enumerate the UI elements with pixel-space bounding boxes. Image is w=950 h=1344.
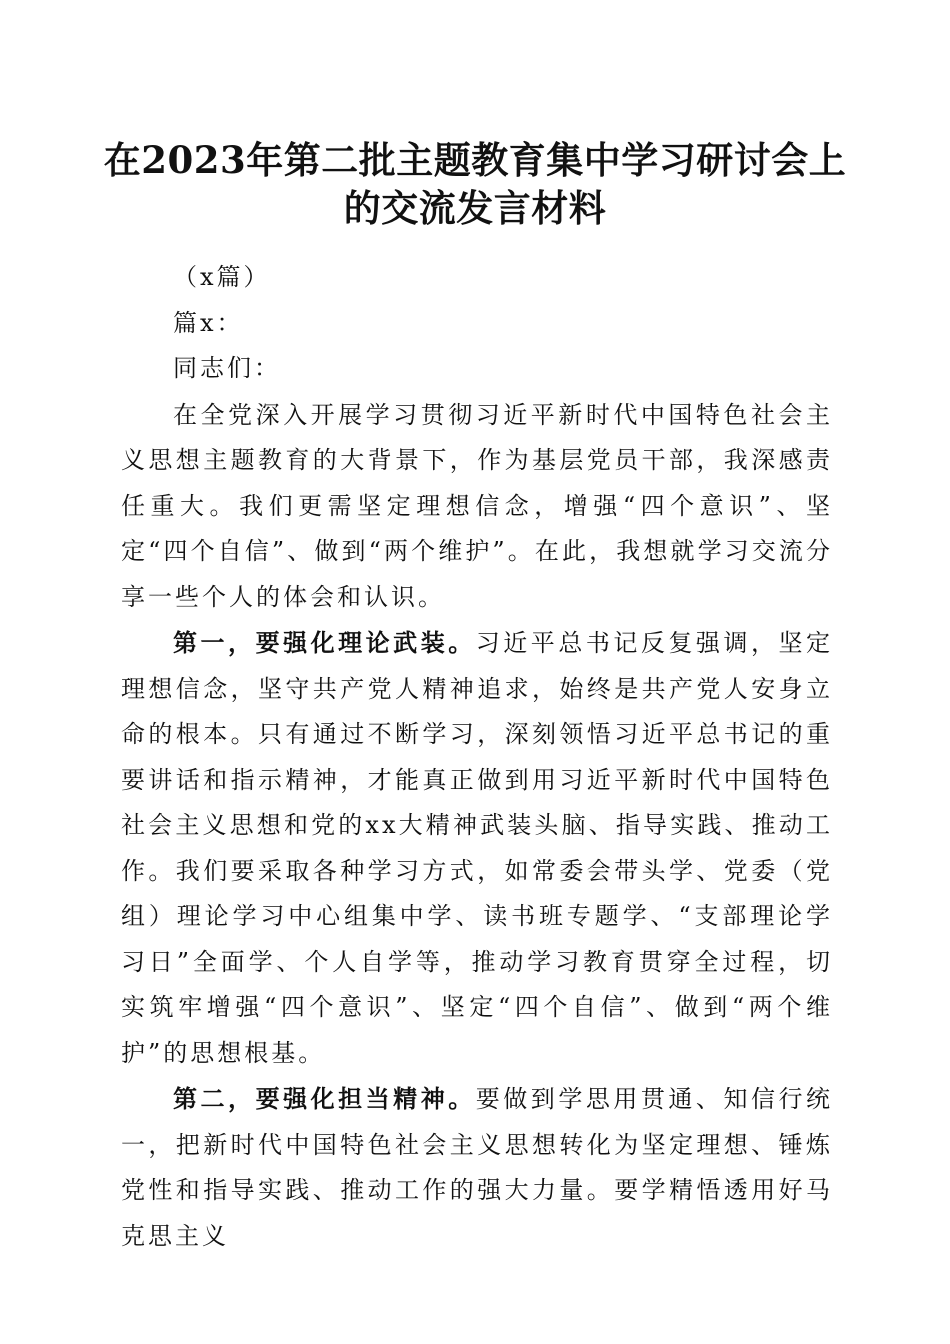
title-line-1: 在2023年第二批主题教育集中学习研讨会上 [103,138,847,182]
document-title [100,136,850,232]
section-label: 篇x： [173,308,244,337]
paragraph-text: 在全党深入开展学习贯彻习近平新时代中国特色社会主义思想主题教育的大背景下，作为基层党员干部，我深感责任重大。我们更需坚定理想信念，增强“四个意识”、坚定“四个自信”、做到“两个维护”。在此，我想就学习交流分享一些个人的体会和认识。 [121,400,833,611]
paragraph-text: 习近平总书记反复强调，坚定理想信念，坚守共产党人精神追求，始终是共产党人安身立命的根本。只有通过不断学习，深刻领悟习近平总书记的重要讲话和指示精神，才能真正做到用习近平新时代中国特色社会主义思想和党的xx大精神武装头脑、指导实践、推动工作。我们要采取各种学习方式，如常委会带头学、党委（党组）理论学习中心组集中学、读书班专题学、“支部理论学习日”全面学、个人自学等，推动学习教育贯穿全过程，切实筑牢增强“四个意识”、坚定“四个自信”、做到“两个维护”的思想根基。 [121,629,834,1067]
document-body [121,255,833,1259]
paragraph-text: 要做到学思用贯通、知信行统一，把新时代中国特色社会主义思想转化为坚定理想、锤炼党性和指导实践、推动工作的强大力量。要学精悟透用好马克思主义 [121,1085,834,1250]
paragraph-lead: 第一，要强化理论武装。 [173,628,476,657]
paragraph-lead: 第二，要强化担当精神。 [173,1084,476,1113]
subtitle: （x篇） [173,263,271,291]
paragraph-intro [121,392,833,621]
paragraph-second [121,1076,833,1259]
salutation: 同志们： [173,354,281,382]
title-line-2: 的交流发言材料 [343,186,607,230]
paragraph-first [121,620,833,1076]
